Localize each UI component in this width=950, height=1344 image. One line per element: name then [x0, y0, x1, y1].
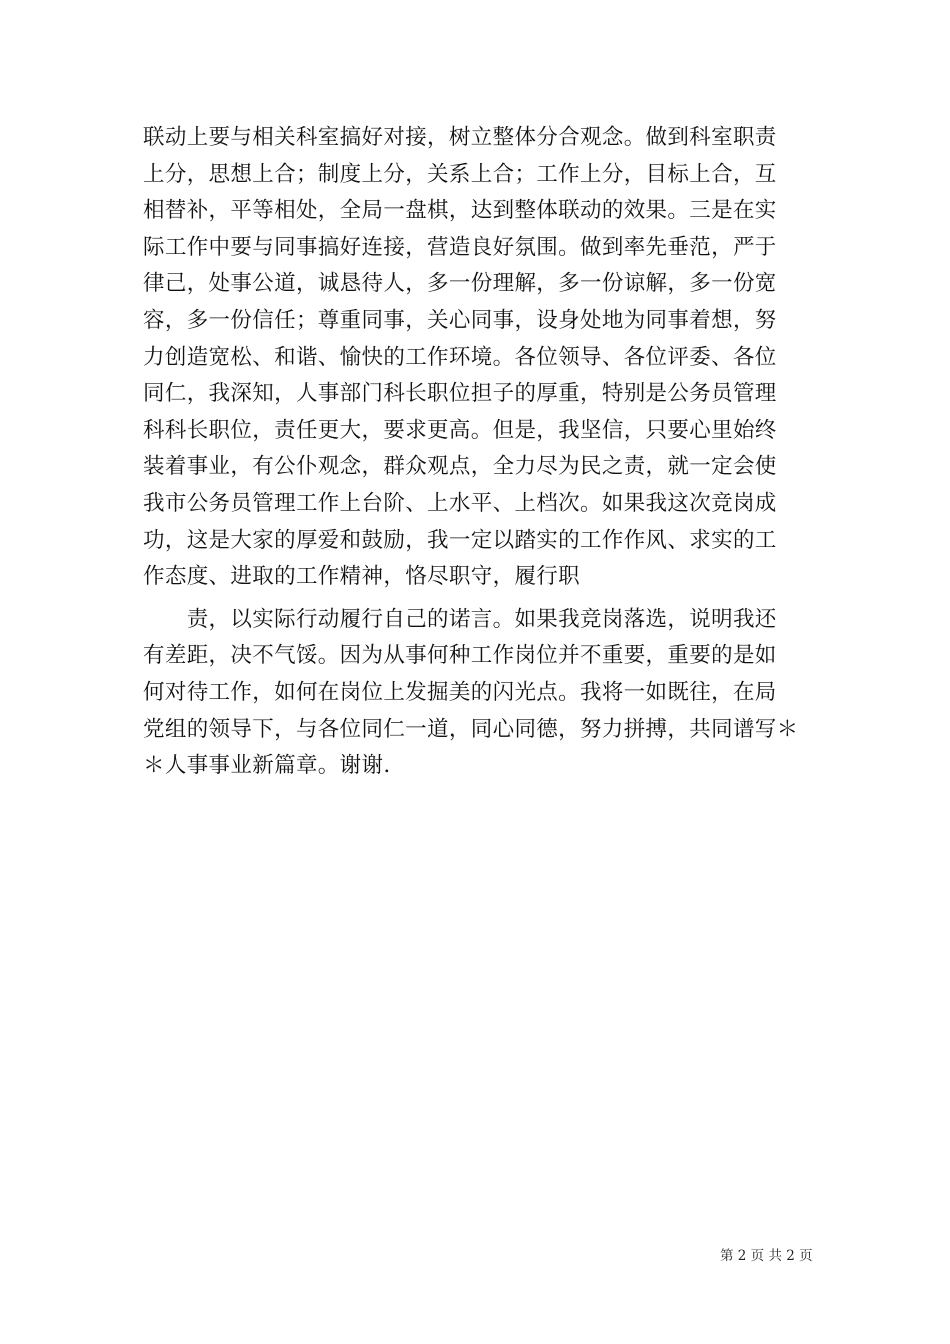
text-line: 同仁，我深知，人事部门科长职位担子的厚重，特别是公务员管理 [143, 381, 777, 407]
page-number-footer: 第 2 页 共 2 页 [720, 1248, 813, 1264]
text-line: 容，多一份信任；尊重同事，关心同事，设身处地为同事着想，努 [143, 307, 777, 333]
text-line: 责，以实际行动履行自己的诺言。如果我竞岗落选，说明我还 [143, 606, 777, 632]
text-line: 党组的领导下，与各位同仁一道，同心同德，努力拼搏，共同谱写＊ [143, 716, 799, 742]
paragraph-1 [143, 120, 815, 596]
paragraph-2 [143, 602, 815, 785]
text-line: 装着事业，有公仆观念，群众观点，全力尽为民之责，就一定会使 [143, 454, 777, 480]
text-line: 有差距，决不气馁。因为从事何种工作岗位并不重要，重要的是如 [143, 643, 777, 669]
text-line: 何对待工作，如何在岗位上发掘美的闪光点。我将一如既往，在局 [143, 679, 777, 705]
text-line: 作态度、进取的工作精神，恪尽职守，履行职 [143, 564, 581, 590]
text-line: 律己，处事公道，诚恳待人，多一份理解，多一份谅解，多一份宽 [143, 271, 777, 297]
text-line: 我市公务员管理工作上台阶、上水平、上档次。如果我这次竞岗成 [143, 490, 777, 516]
text-line: 联动上要与相关科室搞好对接，树立整体分合观念。做到科室职责 [143, 125, 777, 150]
text-line: 力创造宽松、和谐、愉快的工作环境。各位领导、各位评委、各位 [143, 344, 777, 370]
text-line: 相替补，平等相处，全局一盘棋，达到整体联动的效果。三是在实 [143, 198, 777, 224]
text-line: 科科长职位，责任更大，要求更高。但是，我坚信，只要心里始终 [143, 417, 777, 443]
text-line: 上分，思想上合；制度上分，关系上合；工作上分，目标上合，互 [143, 161, 777, 187]
text-line: 际工作中要与同事搞好连接，营造良好氛围。做到率先垂范，严于 [143, 234, 777, 260]
text-line: 功，这是大家的厚爱和鼓励，我一定以踏实的工作作风、求实的工 [143, 527, 777, 553]
document-body [143, 120, 815, 785]
text-line: ＊人事事业新篇章。谢谢. [143, 753, 391, 779]
